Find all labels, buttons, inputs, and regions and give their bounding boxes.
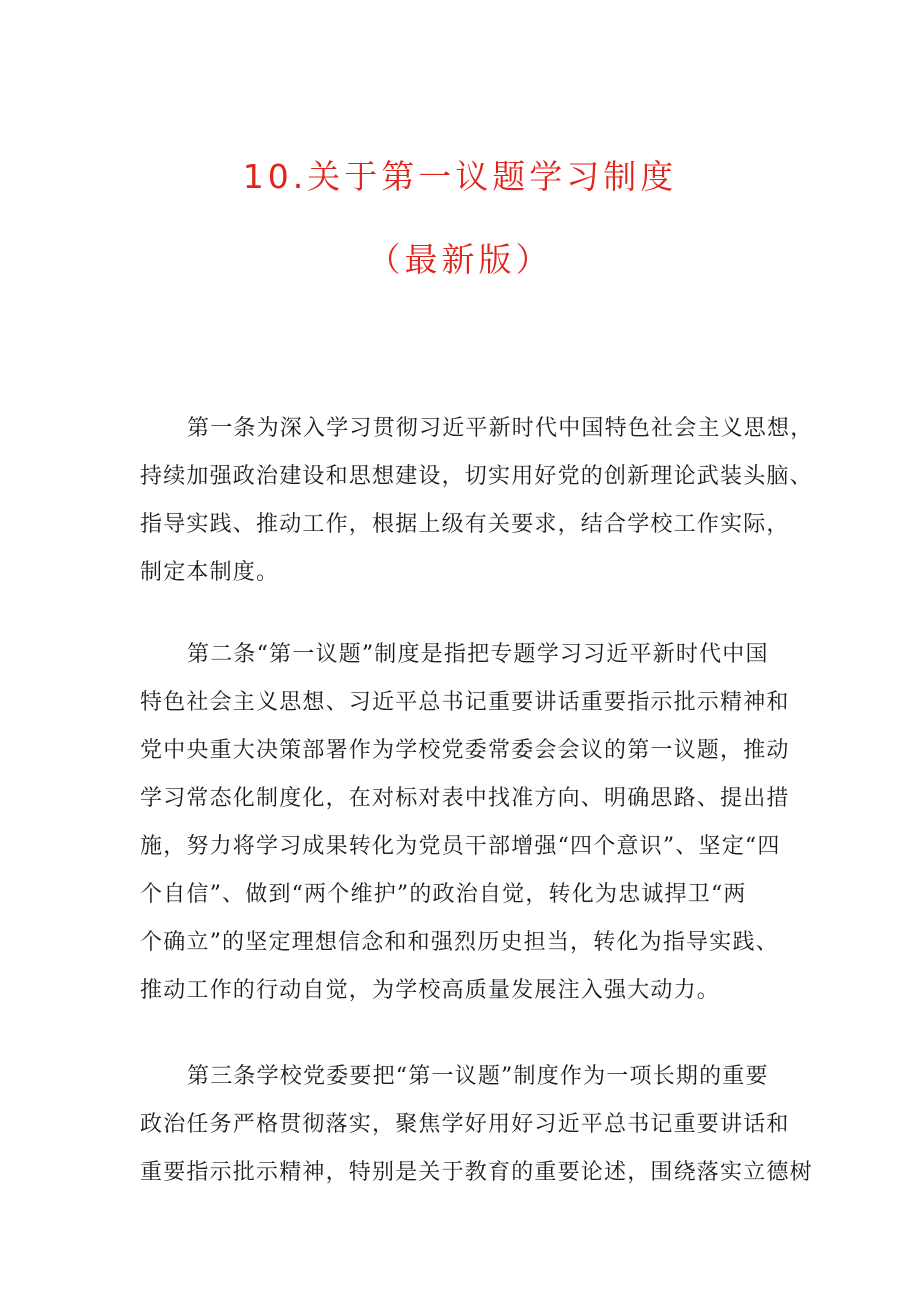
paragraph-line: 重要指示批示精神，特别是关于教育的重要论述，围绕落实立德树 (140, 1160, 813, 1185)
paragraph-line: 制定本制度。 (140, 560, 280, 585)
paragraph-line: 党中央重大决策部署作为学校党委常委会会议的第一议题，推动 (140, 738, 790, 763)
paragraph-line: 学习常态化制度化，在对标对表中找准方向、明确思路、提出措 (140, 786, 790, 811)
paragraph-line: 个确立”的坚定理想信念和和强烈历史担当，转化为指导实践、 (140, 930, 779, 955)
paragraph-line: 推动工作的行动自觉，为学校高质量发展注入强大动力。 (140, 978, 721, 1003)
document-title: 10.关于第一议题学习制度 (242, 157, 678, 196)
paragraph-line: 第三条学校党委要把“第一议题”制度作为一项长期的重要 (187, 1064, 769, 1089)
paragraph-line: 政治任务严格贯彻落实，聚焦学好用好习近平总书记重要讲话和 (140, 1112, 790, 1137)
paragraph-line: 持续加强政治建设和思想建设，切实用好党的创新理论武装头脑、 (140, 464, 813, 489)
paragraph-line: 第一条为深入学习贯彻习近平新时代中国特色社会主义思想， (187, 416, 814, 441)
paragraph-line: 特色社会主义思想、习近平总书记重要讲话重要指示批示精神和 (140, 690, 790, 715)
paragraph-line: 指导实践、推动工作，根据上级有关要求，结合学校工作实际， (140, 512, 790, 537)
document-subtitle: （最新版） (367, 240, 553, 279)
paragraph-line: 个自信”、做到“两个维护”的政治自觉，转化为忠诚捍卫“两 (140, 882, 747, 907)
paragraph-line: 施，努力将学习成果转化为党员干部增强“四个意识”、坚定“四 (140, 834, 781, 859)
paragraph-line: 第二条“第一议题”制度是指把专题学习习近平新时代中国 (187, 642, 769, 667)
